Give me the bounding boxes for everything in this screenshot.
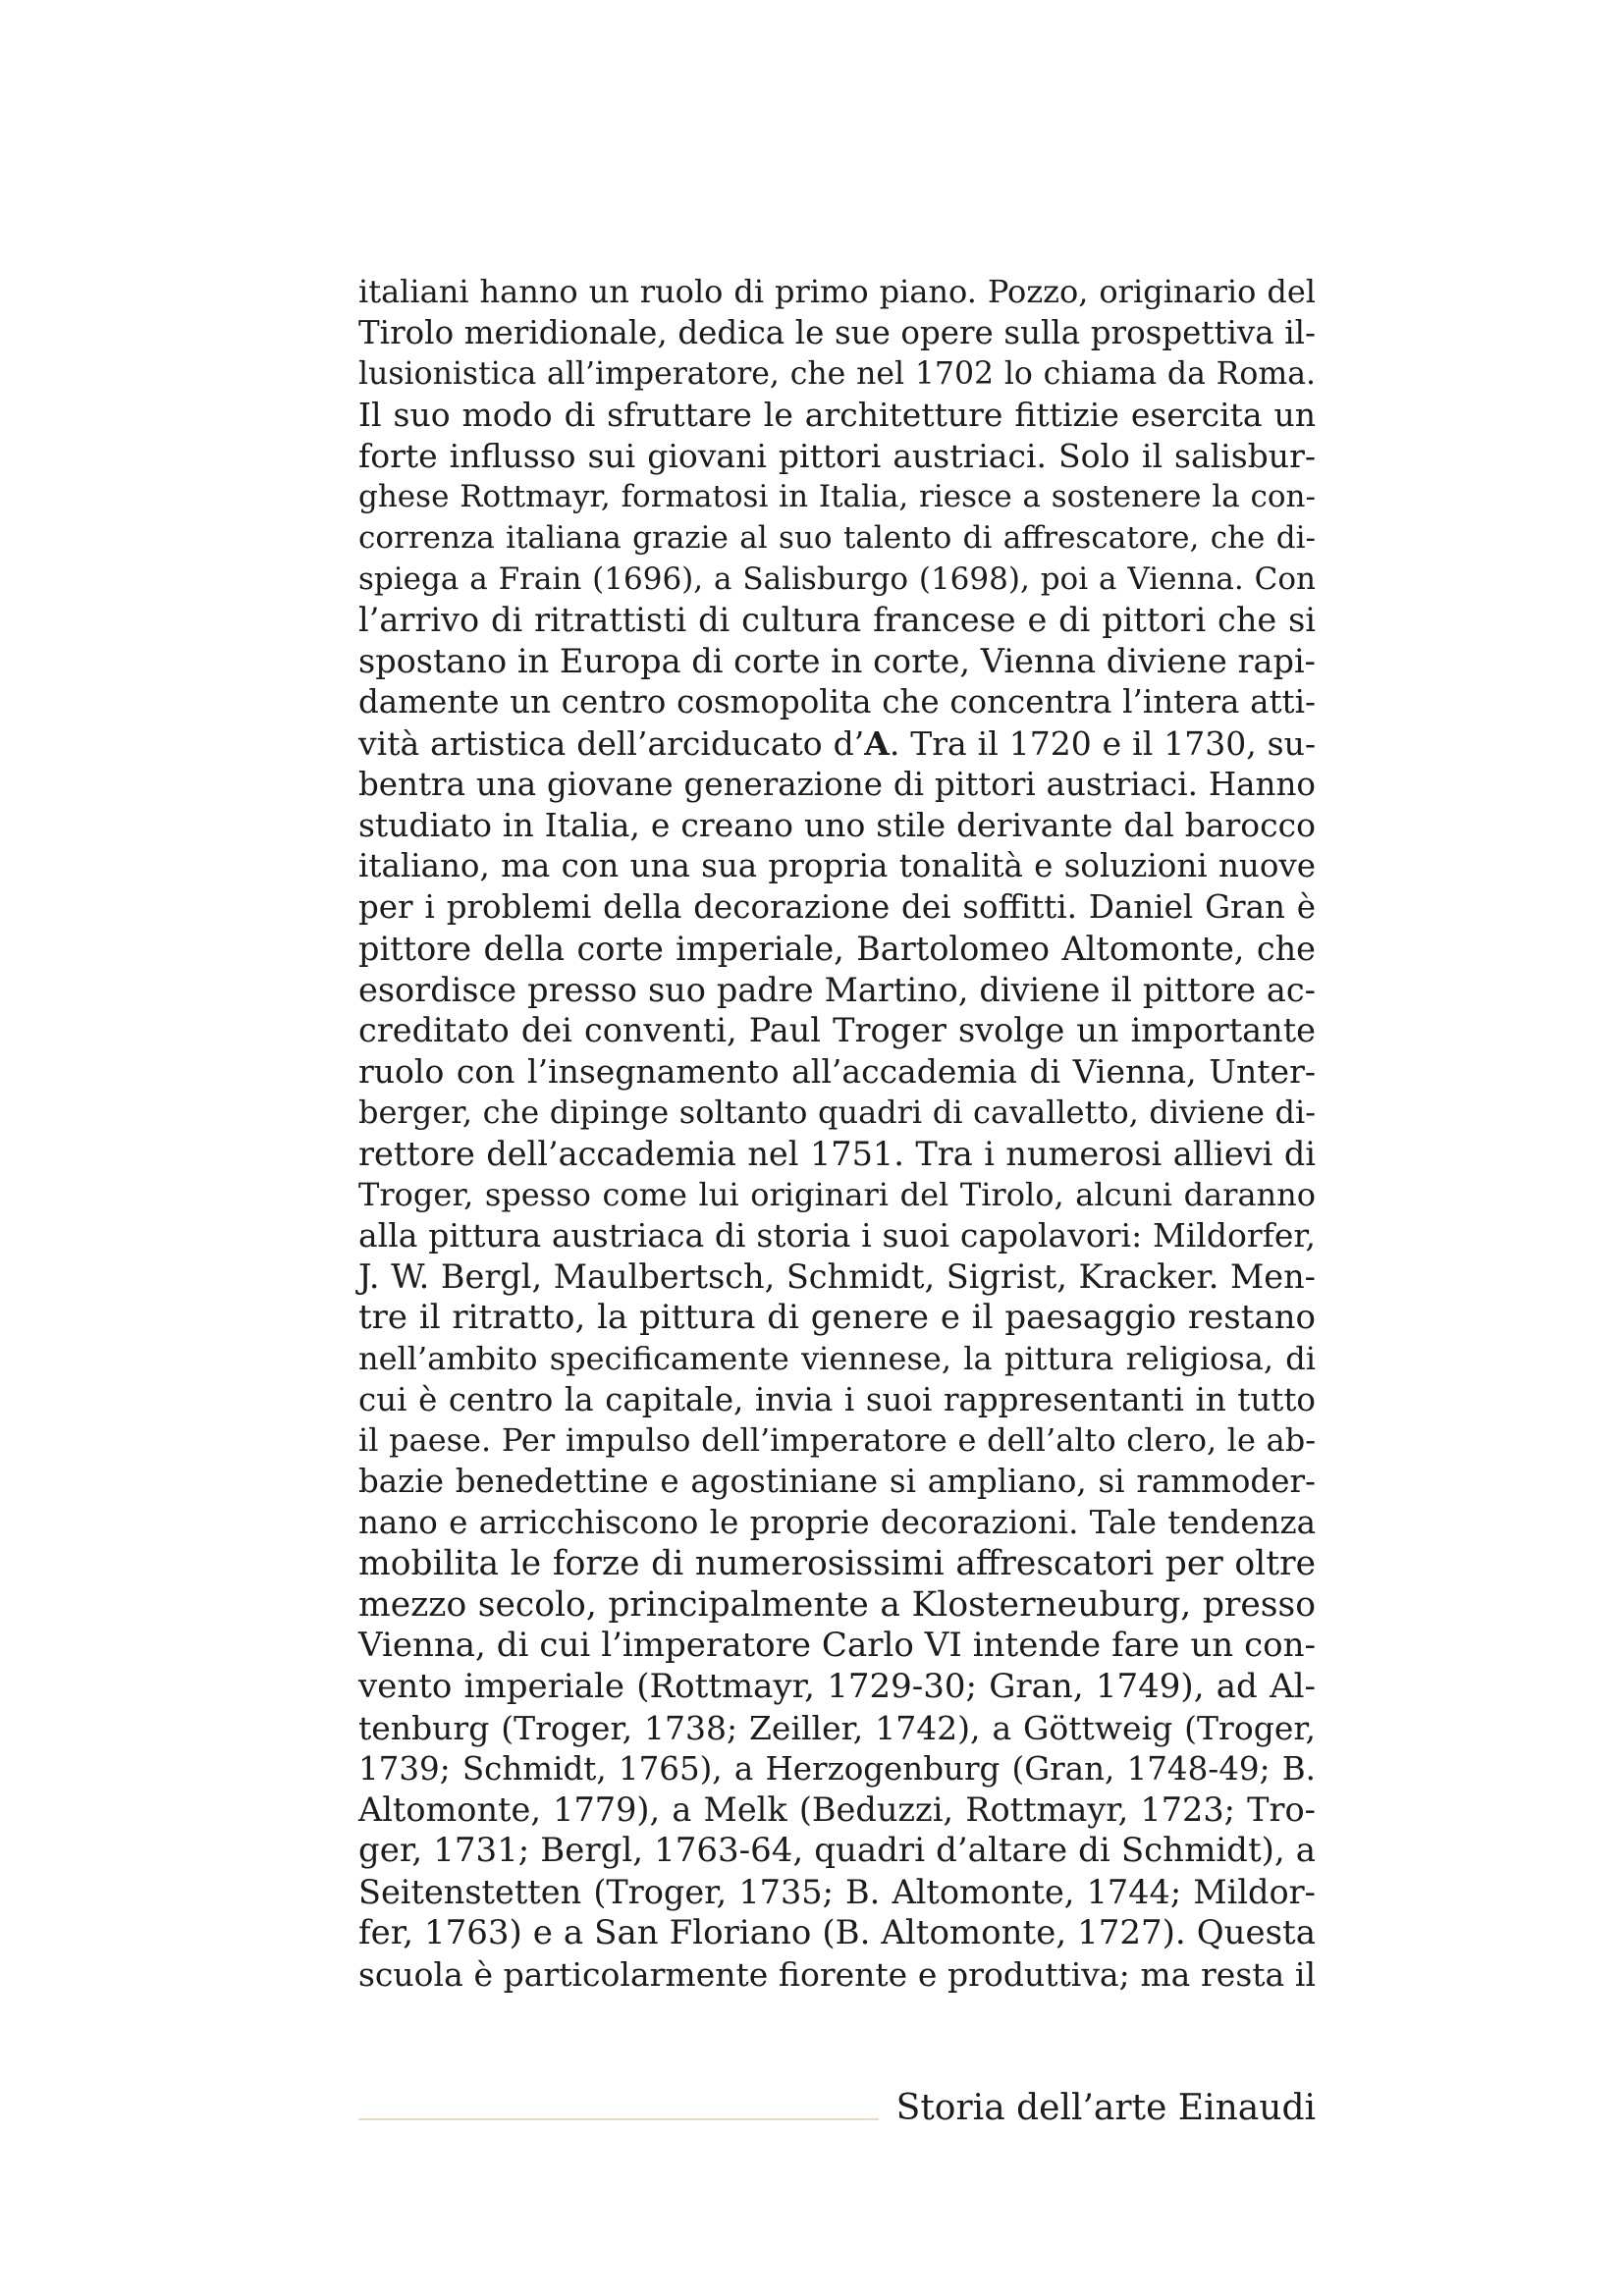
- text-line: Vienna, di cui l’imperatore Carlo VI intende fare un con-: [358, 1626, 1316, 1666]
- text-line: ger, 1731; Bergl, 1763-64, quadri d’altare di Schmidt), a: [358, 1831, 1316, 1871]
- text-line: fer, 1763) e a San Floriano (B. Altomonte, 1727). Questa: [358, 1912, 1316, 1952]
- text-line: damente un centro cosmopolita che concentra l’intera atti-: [358, 682, 1316, 721]
- text-line: spiega a Frain (1696), a Salisburgo (1698), poi a Vienna. Con: [358, 561, 1316, 597]
- text-line: tenburg (Troger, 1738; Zeiller, 1742), a Göttweig (Troger,: [358, 1708, 1316, 1747]
- text-line: il paese. Per impulso dell’imperatore e dell’alto clero, le ab-: [358, 1421, 1316, 1460]
- text-line: per i problemi della decorazione dei soffitti. Daniel Gran è: [358, 887, 1316, 926]
- text-line: scuola è particolarmente fiorente e produttiva; ma resta il: [358, 1954, 1316, 1994]
- text-line: J. W. Bergl, Maulbertsch, Schmidt, Sigrist, Kracker. Men-: [358, 1257, 1316, 1297]
- text-line: berger, che dipinge soltanto quadri di cavalletto, diviene di-: [358, 1093, 1316, 1131]
- text-line: Il suo modo di sfruttare le architetture fittizie esercita un: [358, 396, 1316, 435]
- text-line: 1739; Schmidt, 1765), a Herzogenburg (Gran, 1748-49; B.: [358, 1749, 1316, 1788]
- text-line: Seitenstetten (Troger, 1735; B. Altomonte, 1744; Mildor-: [358, 1873, 1316, 1912]
- text-line: ruolo con l’insegnamento all’accademia di Vienna, Unter-: [358, 1052, 1316, 1092]
- text-line: alla pittura austriaca di storia i suoi capolavori: Mildorfer,: [358, 1216, 1316, 1255]
- text-line: tre il ritratto, la pittura di genere e il paesaggio restano: [358, 1297, 1316, 1337]
- text-line: bentra una giovane generazione di pittori austriaci. Hanno: [358, 765, 1316, 803]
- text-line: vento imperiale (Rottmayr, 1729-30; Gran, 1749), ad Al-: [358, 1667, 1316, 1707]
- text-line: nell’ambito specificamente viennese, la pittura religiosa, di: [358, 1339, 1316, 1377]
- text-line: esordisce presso suo padre Martino, diviene il pittore ac-: [358, 970, 1316, 1009]
- text-line: Tirolo meridionale, dedica le sue opere sulla prospettiva il-: [358, 313, 1316, 351]
- footer-divider: [358, 2118, 879, 2120]
- text-line: lusionistica all’imperatore, che nel 1702 lo chiama da Roma.: [358, 355, 1316, 392]
- text-line: nano e arricchiscono le proprie decorazioni. Tale tendenza: [358, 1503, 1316, 1541]
- text-line: mobilita le forze di numerosissimi affrescatori per oltre: [358, 1543, 1316, 1583]
- text-line: spostano in Europa di corte in corte, Vienna diviene rapi-: [358, 642, 1316, 681]
- bold-initial: A: [864, 723, 890, 763]
- text-line: forte influsso sui giovani pittori austriaci. Solo il salisbur-: [358, 437, 1316, 476]
- text-line: italiani hanno un ruolo di primo piano. Pozzo, originario del: [358, 273, 1316, 310]
- text-line: bazie benedettine e agostiniane si ampliano, si rammoder-: [358, 1463, 1316, 1501]
- text-line: Troger, spesso come lui originari del Tirolo, alcuni daranno: [358, 1175, 1316, 1213]
- footer-title: Storia dell’arte Einaudi: [895, 2088, 1316, 2128]
- text-line: cui è centro la capitale, invia i suoi rappresentanti in tutto: [358, 1380, 1316, 1418]
- text-line: vità artistica dell’arciducato d’A. Tra il 1720 e il 1730, su-: [358, 723, 1317, 763]
- text-line: creditato dei conventi, Paul Troger svolge un importante: [358, 1011, 1316, 1050]
- text-line: italiano, ma con una sua propria tonalità e soluzioni nuove: [358, 847, 1316, 885]
- text-line: correnza italiana grazie al suo talento di affrescatore, che di-: [358, 519, 1316, 556]
- text-line: Altomonte, 1779), a Melk (Beduzzi, Rottmayr, 1723; Tro-: [358, 1790, 1316, 1830]
- text-line: rettore dell’accademia nel 1751. Tra i numerosi allievi di: [358, 1134, 1316, 1173]
- text-line: studiato in Italia, e creano uno stile derivante dal barocco: [358, 806, 1316, 845]
- text-line: l’arrivo di ritrattisti di cultura francese e di pittori che si: [358, 601, 1316, 640]
- text-line: ghese Rottmayr, formatosi in Italia, riesce a sostenere la con-: [358, 478, 1316, 514]
- body-text: [358, 272, 1316, 1995]
- text-line: mezzo secolo, principalmente a Klosterneuburg, presso: [358, 1584, 1316, 1625]
- text-line: pittore della corte imperiale, Bartolomeo Altomonte, che: [358, 929, 1316, 968]
